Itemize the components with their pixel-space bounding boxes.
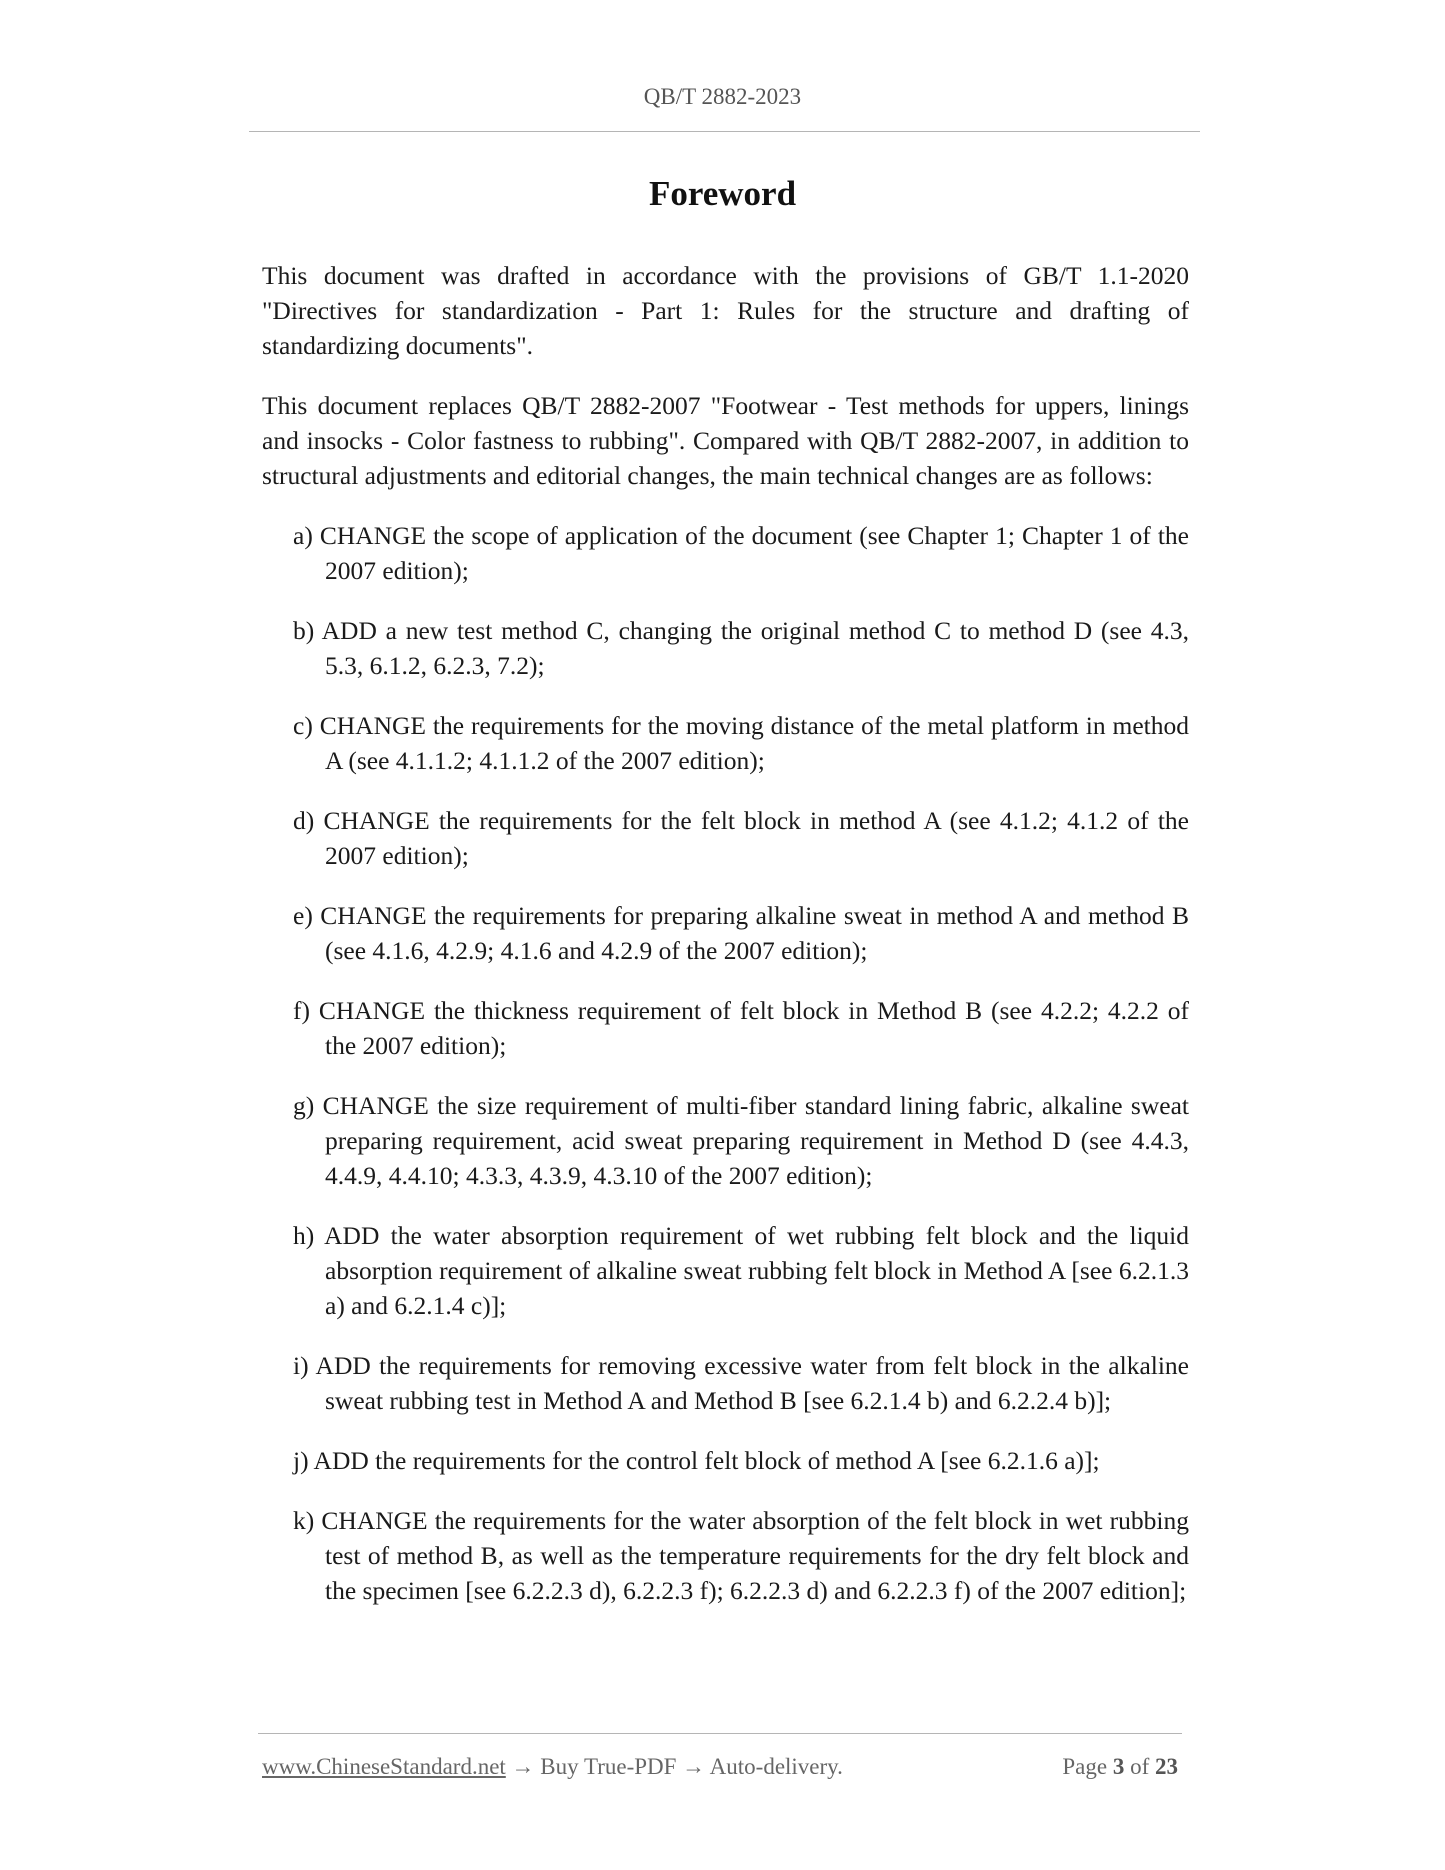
list-item-change-j: j) ADD the requirements for the control felt block of method A [see 6.2.1.6 a)]; xyxy=(293,1446,1100,1475)
page-title: Foreword xyxy=(648,174,797,213)
technical-changes-list xyxy=(262,518,1189,1608)
list-item-change-k: k) CHANGE the requirements for the water absorption of the felt block in wet rubbing test of method B, as well as the temperature requirements for the dry felt block and the specimen [see 6.2.2.3 d), 6.2.2.3 f); 6.2.2.3 d) and 6.2.2.3 f) of the 2007 edition]; xyxy=(293,1506,1189,1605)
list-item-change-e: e) CHANGE the requirements for preparing alkaline sweat in method A and method B (see 4.1.6, 4.2.9; 4.1.6 and 4.2.9 of the 2007 edition); xyxy=(293,901,1189,965)
list-item-change-g: g) CHANGE the size requirement of multi-fiber standard lining fabric, alkaline sweat preparing requirement, acid sweat preparing requirement in Method D (see 4.4.3, 4.4.9, 4.4.10; 4.3.3, 4.3.9, 4.3.10 of the 2007 edition); xyxy=(293,1091,1189,1190)
page-current: 3 xyxy=(1112,1754,1125,1779)
paragraph-drafting-provisions: This document was drafted in accordance with the provisions of GB/T 1.1-2020 "Directives for standardization - Part 1: Rules for the structure and drafting of standardizing documents". xyxy=(262,261,1189,360)
page-of-label: of xyxy=(1130,1754,1150,1779)
page-label: Page xyxy=(1062,1754,1108,1779)
list-item-change-i: i) ADD the requirements for removing excessive water from felt block in the alkaline sweat rubbing test in Method A and Method B [see 6.2.1.4 b) and 6.2.2.4 b)]; xyxy=(293,1351,1189,1415)
page-counter xyxy=(1062,1754,1178,1780)
list-item-change-h: h) ADD the water absorption requirement of wet rubbing felt block and the liquid absorption requirement of alkaline sweat rubbing felt block in Method A [see 6.2.1.3 a) and 6.2.1.4 c)]; xyxy=(293,1221,1189,1320)
page-total: 23 xyxy=(1155,1754,1178,1779)
footer-tagline: → Buy True-PDF → Auto-delivery. xyxy=(505,1754,843,1779)
list-item-change-f: f) CHANGE the thickness requirement of felt block in Method B (see 4.2.2; 4.2.2 of the 2007 edition); xyxy=(293,996,1189,1060)
list-item-change-a: a) CHANGE the scope of application of the document (see Chapter 1; Chapter 1 of the 2007 edition); xyxy=(293,521,1189,585)
paragraph-replacement-summary: This document replaces QB/T 2882-2007 "Footwear - Test methods for uppers, linings and insocks - Color fastness to rubbing". Compared with QB/T 2882-2007, in addition to structural adjustments and editorial changes, the main technical changes are as follows: xyxy=(262,391,1189,490)
list-item-change-c: c) CHANGE the requirements for the moving distance of the metal platform in method A (see 4.1.1.2; 4.1.1.2 of the 2007 edition); xyxy=(293,711,1189,775)
site-link[interactable]: www.ChineseStandard.net xyxy=(262,1754,506,1779)
footer-divider xyxy=(258,1733,1182,1734)
footer-promo xyxy=(262,1754,843,1780)
list-item-change-d: d) CHANGE the requirements for the felt block in method A (see 4.1.2; 4.1.2 of the 2007 edition); xyxy=(293,806,1189,870)
list-item-change-b: b) ADD a new test method C, changing the original method C to method D (see 4.3, 5.3, 6.1.2, 6.2.3, 7.2); xyxy=(293,616,1189,680)
header-divider xyxy=(249,131,1200,132)
foreword-body xyxy=(262,258,1189,1633)
document-code-header: QB/T 2882-2023 xyxy=(643,84,802,109)
